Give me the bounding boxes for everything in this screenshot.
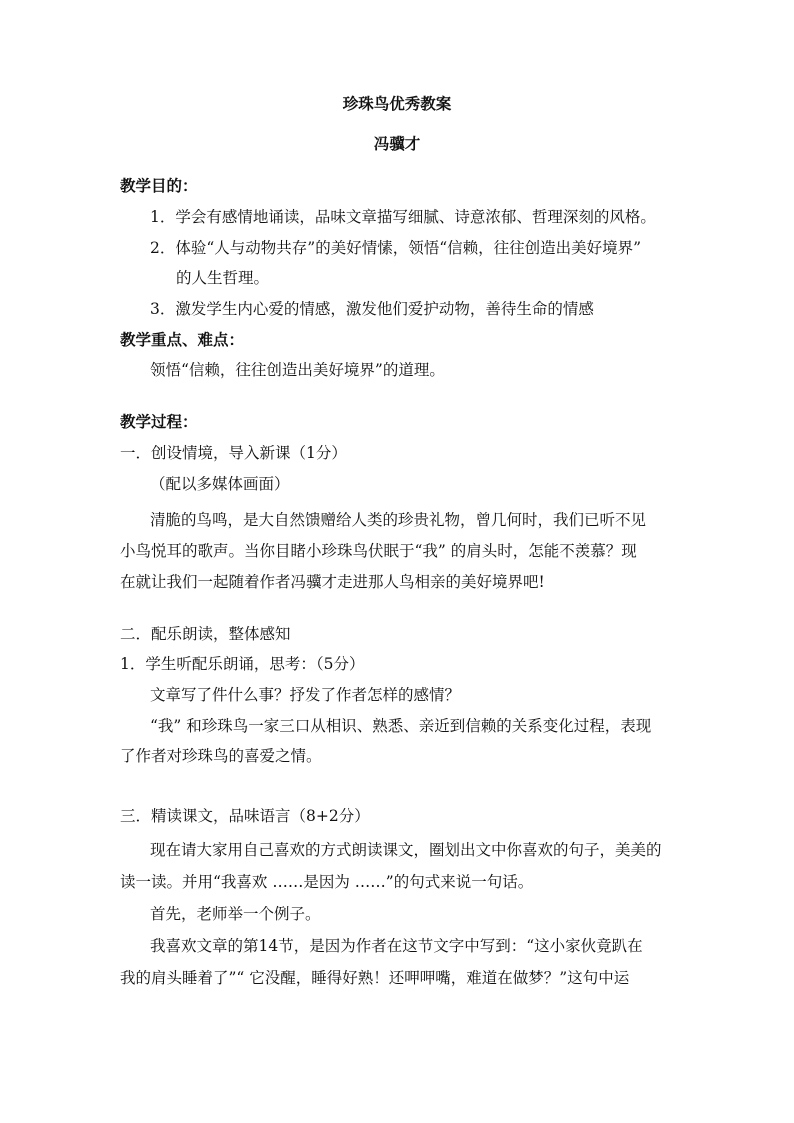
paragraph-line: 清脆的鸟鸣，是大自然馈赠给人类的珍贵礼物，曾几何时，我们已听不见 xyxy=(150,511,647,529)
subsection-heading: 1．学生听配乐朗诵，思考：（5分） xyxy=(120,655,365,673)
section-heading: 二．配乐朗读，整体感知 xyxy=(120,625,291,643)
paragraph-line: 在就让我们一起随着作者冯骥才走进那人鸟相亲的美好境界吧! xyxy=(120,573,545,591)
objective-item: 2．体验“人与动物共存”的美好情愫，领悟“信赖，往往创造出美好境界” xyxy=(150,239,642,257)
paragraph-line: 读一读。并用“我喜欢 ……是因为 ……”的句式来说一句话。 xyxy=(120,873,534,891)
paragraph-line: 我喜欢文章的第14节，是因为作者在这节文字中写到：“这小家伙竟趴在 xyxy=(150,937,643,955)
paragraph-line: “我” 和珍珠鸟一家三口从相识、熟悉、亲近到信赖的关系变化过程，表现 xyxy=(150,717,652,735)
section-heading: 一．创设情境，导入新课（1分） xyxy=(120,444,347,462)
paragraph-line: 现在请大家用自己喜欢的方式朗读课文，圈划出文中你喜欢的句子，美美的 xyxy=(150,841,662,859)
document-title: 珍珠鸟优秀教案 xyxy=(342,95,452,113)
paragraph-line: 了作者对珍珠鸟的喜爱之情。 xyxy=(120,747,322,765)
section-note: （配以多媒体画面） xyxy=(150,475,290,493)
question-text: 文章写了件什么事？抒发了作者怎样的感情？ xyxy=(150,686,461,704)
paragraph-line: 首先，老师举一个例子。 xyxy=(150,905,321,923)
objective-item: 3．激发学生内心爱的情感，激发他们爱护动物，善待生命的情感 xyxy=(150,300,594,318)
document-author: 冯骥才 xyxy=(373,135,421,153)
objective-item-continued: 的人生哲理。 xyxy=(176,269,270,287)
section-heading: 三．精读课文，品味语言（8+2分） xyxy=(120,807,370,825)
paragraph-line: 小鸟悦耳的歌声。当你目睹小珍珠鸟伏眠于“我” 的肩头时，怎能不羡慕？现 xyxy=(120,542,637,560)
keypoints-text: 领悟“信赖，往往创造出美好境界”的道理。 xyxy=(150,361,445,379)
objective-item: 1．学会有感情地诵读，品味文章描写细腻、诗意浓郁、哲理深刻的风格。 xyxy=(150,208,656,226)
keypoints-heading: 教学重点、难点： xyxy=(120,331,245,349)
paragraph-line: 我的肩头睡着了”“ 它没醒，睡得好熟！还呷呷嘴，难道在做梦？”这句中运 xyxy=(120,969,630,987)
objectives-heading: 教学目的： xyxy=(120,177,198,195)
process-heading: 教学过程： xyxy=(120,413,198,431)
